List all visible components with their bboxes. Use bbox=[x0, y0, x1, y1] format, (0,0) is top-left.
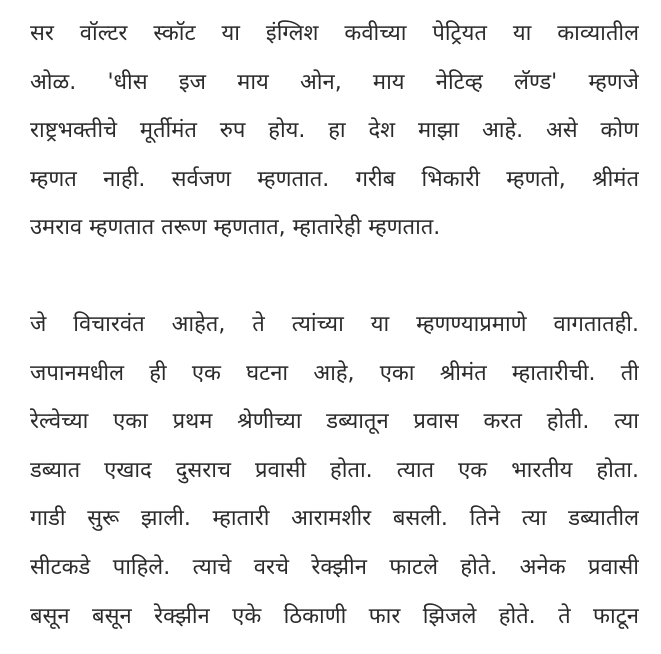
paragraph-2-line-1: जे विचारवंत आहेत, ते त्यांच्या या म्हणण्याप्रमाणे वागतातही. bbox=[30, 311, 639, 337]
paragraph-1-line-5: उमराव म्हणतात तरूण म्हणतात, म्हातारेही म्हणतात. bbox=[30, 215, 441, 241]
paragraph-1 bbox=[30, 10, 639, 253]
paragraph-2-line-7: बसून बसून रेक्झीन एके ठिकाणी फार झिजले होते. ते फाटून bbox=[30, 603, 639, 629]
paragraph-1-line-1: सर वॉल्टर स्कॉट या इंग्लिश कवीच्या पेट्रियत या काव्यातील bbox=[30, 21, 639, 46]
paragraph-2-line-5: गाडी सुरू झाली. म्हातारी आरामशीर बसली. तिने त्या डब्यातील bbox=[30, 506, 639, 532]
paragraph-2-line-3: रेल्वेच्या एका प्रथम श्रेणीच्या डब्यातून प्रवास करत होती. त्या bbox=[30, 409, 639, 435]
paragraph-2 bbox=[30, 301, 639, 641]
paragraph-1-line-2: ओळ. 'धीस इज माय ओन, माय नेटिव्ह लॅण्ड' म्हणजे bbox=[30, 69, 639, 95]
paragraph-gap bbox=[30, 253, 639, 301]
paragraph-2-line-4: डब्यात एखाद दुसराच प्रवासी होता. त्यात एक भारतीय होता. bbox=[30, 457, 639, 483]
paragraph-1-line-4: म्हणत नाही. सर्वजण म्हणतात. गरीब भिकारी म्हणतो, श्रीमंत bbox=[30, 166, 639, 192]
paragraph-2-line-2: जपानमधील ही एक घटना आहे, एका श्रीमंत म्हातारीची. ती bbox=[30, 360, 639, 386]
paragraph-1-line-3: राष्ट्रभक्तीचे मूर्तीमंत रुप होय. हा देश माझा आहे. असे कोण bbox=[30, 118, 639, 144]
paragraph-2-line-6: सीटकडे पाहिले. त्याचे वरचे रेक्झीन फाटले होते. अनेक प्रवासी bbox=[30, 554, 639, 580]
